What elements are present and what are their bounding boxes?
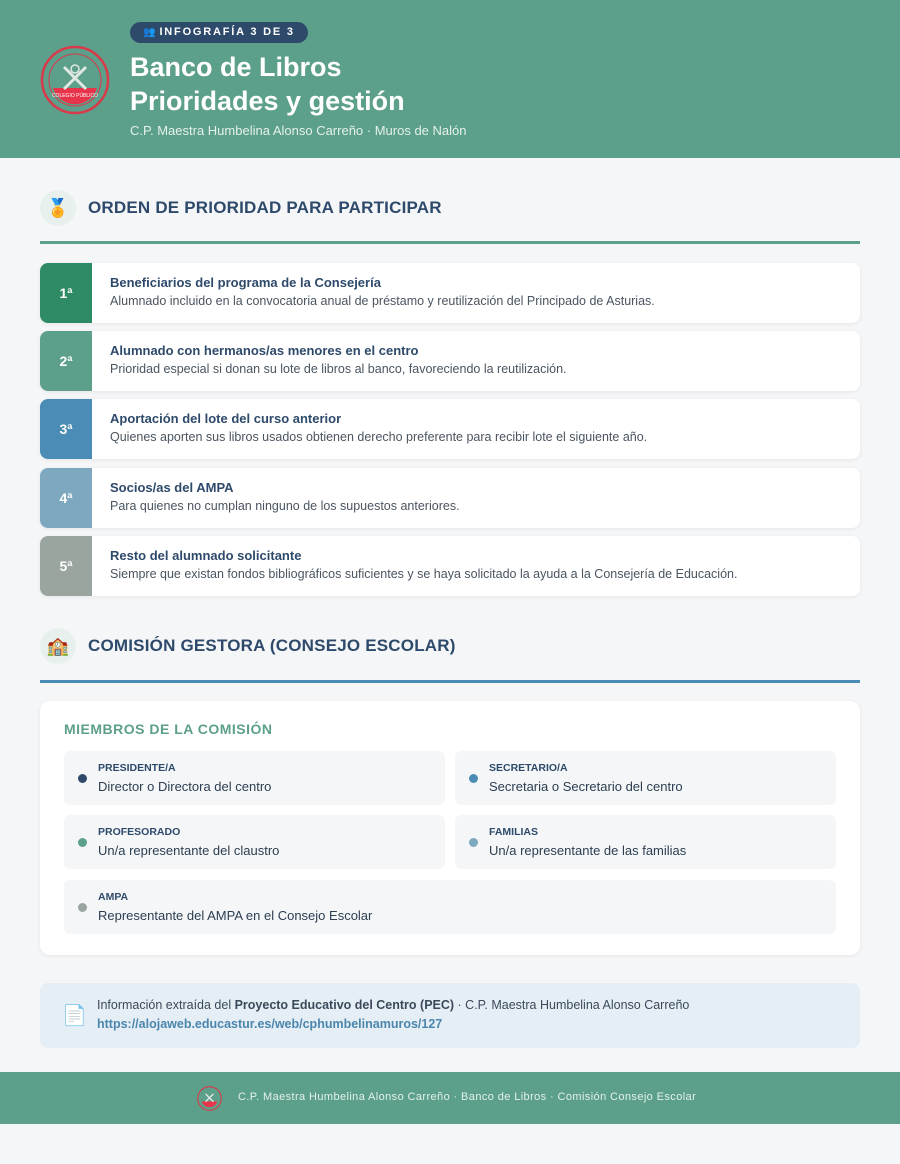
- priority-description: Quienes aporten sus libros usados obtienen derecho preferente para recibir lote el siguiente año.: [110, 430, 648, 444]
- logo-text: COLEGIO PÚBLICO: [51, 93, 99, 99]
- priority-description: Alumnado incluido en la convocatoria anual de préstamo y reutilización del Principado de Asturias.: [110, 294, 655, 308]
- page-subtitle: C.P. Maestra Humbelina Alonso Carreño · Muros de Nalón: [130, 123, 467, 138]
- member-role: SECRETARIO/A: [489, 762, 568, 774]
- member-role: PROFESORADO: [98, 826, 181, 838]
- member-card: [64, 751, 445, 805]
- title-line-2: Prioridades y gestión: [130, 86, 405, 116]
- priority-title: Resto del alumnado solicitante: [110, 548, 302, 563]
- infographic-badge: [130, 22, 308, 43]
- priority-description: Prioridad especial si donan su lote de libros al banco, favoreciendo la reutilización.: [110, 362, 567, 376]
- badge-label: INFOGRAFÍA 3 DE 3: [159, 26, 295, 38]
- priority-title: Aportación del lote del curso anterior: [110, 411, 342, 426]
- source-bold: Proyecto Educativo del Centro (PEC): [234, 998, 455, 1012]
- member-description: Director o Directora del centro: [98, 779, 272, 794]
- source-text: [97, 998, 689, 1012]
- member-dot: [469, 774, 478, 783]
- member-dot: [78, 774, 87, 783]
- document-icon: 📄: [62, 1005, 87, 1027]
- source-prefix: Información extraída del: [97, 998, 235, 1012]
- header-banner: [0, 0, 900, 158]
- priority-item: [40, 331, 860, 391]
- medal-icon: 🏅: [40, 190, 76, 226]
- member-card: [64, 815, 445, 869]
- commission-card: [40, 701, 860, 955]
- member-description: Un/a representante de las familias: [489, 843, 687, 858]
- footer: [0, 1072, 900, 1124]
- member-card: [455, 751, 836, 805]
- member-role: FAMILIAS: [489, 826, 538, 838]
- priority-description: Para quienes no cumplan ninguno de los supuestos anteriores.: [110, 499, 460, 513]
- member-role: AMPA: [98, 891, 129, 903]
- section-divider: [40, 680, 860, 683]
- priority-number: 5ª: [40, 536, 92, 596]
- priority-item: [40, 536, 860, 596]
- priority-title: Beneficiarios del programa de la Consejería: [110, 275, 381, 290]
- commission-card-title: MIEMBROS DE LA COMISIÓN: [64, 721, 273, 737]
- member-card: [455, 815, 836, 869]
- footer-logo-icon: [197, 1086, 222, 1111]
- title-line-1: Banco de Libros: [130, 52, 342, 82]
- commission-section-title: COMISIÓN GESTORA (CONSEJO ESCOLAR): [88, 636, 456, 655]
- priority-item: [40, 263, 860, 323]
- page-title: [130, 50, 405, 118]
- commission-section-header: [40, 628, 456, 664]
- people-icon: 👥: [143, 27, 156, 38]
- member-dot: [469, 838, 478, 847]
- footer-text: C.P. Maestra Humbelina Alonso Carreño · Banco de Libros · Comisión Consejo Escolar: [238, 1091, 697, 1103]
- priority-title: Socios/as del AMPA: [110, 480, 234, 495]
- priority-item: [40, 399, 860, 459]
- priority-number: 2ª: [40, 331, 92, 391]
- member-description: Representante del AMPA en el Consejo Escolar: [98, 908, 373, 923]
- section-divider: [40, 241, 860, 244]
- member-card: [64, 880, 836, 934]
- source-suffix: · C.P. Maestra Humbelina Alonso Carreño: [454, 998, 690, 1012]
- source-info-box: [40, 983, 860, 1048]
- priority-description: Siempre que existan fondos bibliográficos suficientes y se haya solicitado la ayuda a la Consejería de Educación.: [110, 567, 738, 581]
- priority-item: [40, 468, 860, 528]
- member-dot: [78, 903, 87, 912]
- priority-number: 3ª: [40, 399, 92, 459]
- priority-section-header: [40, 190, 442, 226]
- source-link[interactable]: https://alojaweb.educastur.es/web/cphumbelinamuros/127: [97, 1017, 443, 1031]
- priority-number: 4ª: [40, 468, 92, 528]
- member-description: Secretaria o Secretario del centro: [489, 779, 683, 794]
- priority-section-title: ORDEN DE PRIORIDAD PARA PARTICIPAR: [88, 198, 442, 217]
- priority-title: Alumnado con hermanos/as menores en el centro: [110, 343, 419, 358]
- school-icon: 🏫: [40, 628, 76, 664]
- member-dot: [78, 838, 87, 847]
- priority-number: 1ª: [40, 263, 92, 323]
- member-role: PRESIDENTE/A: [98, 762, 176, 774]
- school-logo-icon: [40, 45, 110, 115]
- member-description: Un/a representante del claustro: [98, 843, 280, 858]
